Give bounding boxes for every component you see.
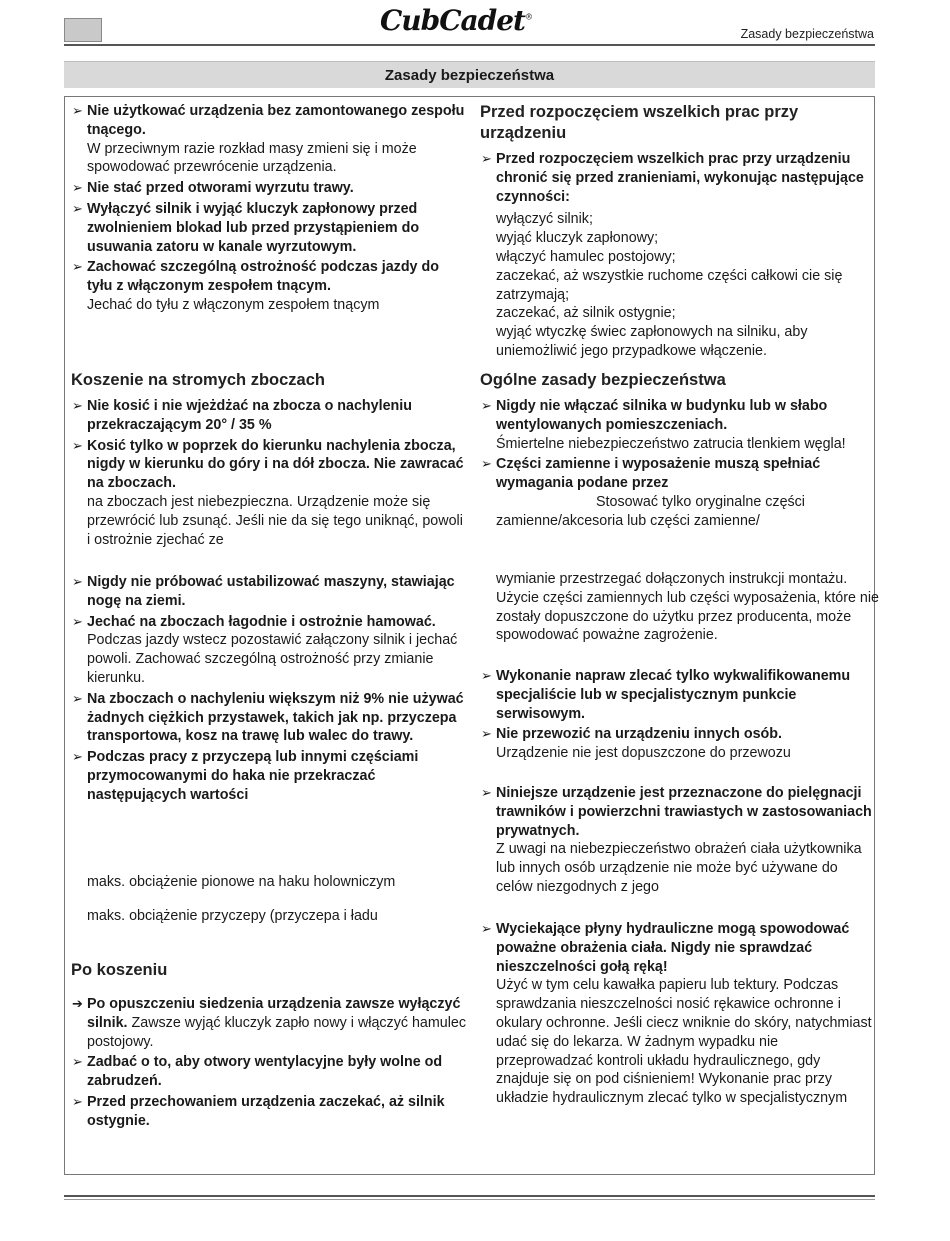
list-item: ➢ Przed przechowaniem urządzenia zaczekać, aż silnik ostygnie.: [72, 1093, 445, 1129]
bold-arrow-icon: ➔: [72, 996, 83, 1011]
list-item: ➢ Części zamienne i wyposażenie muszą spełniać wymagania podane przez Stosować tylko oryginalne części zamienne/akcesoria lub części zamienne/: [481, 456, 821, 529]
arrow-icon: ➢: [72, 103, 83, 118]
list-item: ➢ Zadbać o to, aby otwory wentylacyjne były wolne od zabrudzeń.: [72, 1054, 443, 1090]
list-item: ➢ Nie kosić i nie wjeżdżać na zbocza o nachyleniu przekraczającym 20° / 35 %: [72, 398, 412, 433]
step-item: wyjąć wtyczkę świec zapłonowych na silniku, aby uniemożliwić jego przypadkowe włączenie.: [496, 324, 808, 359]
list-item: ➢ Wyłączyć silnik i wyjąć kluczyk zapłonowy przed zwolnieniem blokad lub przed przystąpieniem do usuwania zatoru w kanale wyrzutowym.: [72, 200, 420, 255]
left-rules-3: [71, 573, 466, 807]
steep-slopes-heading: Koszenie na stromych zboczach: [71, 371, 325, 389]
content-frame: [64, 96, 880, 1175]
step-item: zaczekać, aż wszystkie ruchome części całkowi cie się zatrzymają;: [496, 267, 843, 303]
list-item: ➢ Nigdy nie włączać silnika w budynku lub w słabo wentylowanych pomieszczeniach. Śmiertelne niebezpieczeństwo zatrucia tlenkiem węgla!: [481, 398, 846, 452]
list-item: ➢ Wyciekające płyny hydrauliczne mogą spowodować poważne obrażenia ciała. Nigdy nie sprawdzać nieszczelności gołą ręką! Użyć w tym celu kawałka papieru lub tektury. Podczas sprawdzania nieszczelności nosić rękawice ochronne i okulary ochronne. Jeśli ciecz wniknie do skóry, natychmiast udać się do lekarza. W żadnym wypadku nie przeprowadzać kontroli układu hydraulicznego, gdy znajduje się on pod ciśnieniem! Wykonanie prac przy układzie hydraulicznym zlecać tylko w specjalistycznym: [481, 921, 872, 1107]
arrow-icon: ➢: [72, 259, 83, 275]
arrow-icon: ➢: [481, 726, 492, 742]
list-item: ➢ Podczas pracy z przyczepą lub innymi częściami przymocowanymi do haka nie przekraczać następujących wartości: [72, 749, 419, 803]
list-item: ➢ Zachować szczególną ostrożność podczas jazdy do tyłu z włączonym zespołem tnącym. Jechać do tyłu z włączonym zespołem tnącym: [72, 259, 439, 313]
step-item: wyłączyć silnik;: [496, 211, 593, 228]
list-item: ➢ Nie przewozić na urządzeniu innych osób. Urządzenie nie jest dopuszczone do przewozu: [481, 726, 791, 762]
page-corner-tab: [64, 18, 102, 42]
before-work-heading: Przed rozpoczęciem wszelkich prac przy urządzeniu: [480, 103, 799, 142]
arrow-icon: ➢: [72, 690, 83, 706]
arrow-icon: ➢: [72, 613, 83, 629]
list-item: ➢ Nie użytkować urządzenia bez zamontowanego zespołu tnącego. W przeciwnym razie rozkład masy zmieni się i może spowodować przewrócenie urządzenia.: [72, 103, 465, 176]
arrow-icon: ➢: [72, 180, 83, 196]
running-header: Zasady bezpieczeństwa: [740, 27, 874, 41]
footer-divider-thin: [64, 1199, 875, 1200]
right-rules-5: [480, 920, 875, 1110]
list-item: ➢ Niniejsze urządzenie jest przeznaczone do pielęgnacji trawników i powierzchni trawiastych w zastosowaniach prywatnych. Z uwagi na niebezpieczeństwo obrażeń ciała użytkownika lub innych osób urządzenie nie może być używane do celów niezgodnych z jego: [481, 785, 872, 895]
arrow-icon: ➢: [481, 668, 492, 683]
list-item: ➢ Jechać na zboczach łagodnie i ostrożnie hamować. Podczas jazdy wstecz pozostawić załączony silnik i jechać powoli. Zachować szczególną ostrożność przy zmianie kierunku.: [72, 613, 458, 686]
step-item: wyjąć kluczyk zapłonowy;: [496, 230, 659, 247]
step-item: włączyć hamulec postojowy;: [496, 248, 676, 265]
left-rules-4: [71, 960, 466, 1133]
after-mowing-heading: Po koszeniu: [71, 961, 168, 979]
list-item: ➢ Nigdy nie próbować ustabilizować maszyny, stawiając nogę na ziemi.: [72, 574, 455, 609]
arrow-icon: ➢: [481, 456, 492, 472]
list-item: ➢ Na zboczach o nachyleniu większym niż 9% nie używać żadnych ciężkich przystawek, takich jak np. przyczepa transportowa, kosz na trawę lub walec do trawy.: [72, 690, 464, 745]
footer-divider: [64, 1195, 875, 1197]
list-item: ➢ Przed rozpoczęciem wszelkich prac przy urządzeniu chronić się przed zranieniami, wykonując następujące czynności:: [481, 151, 864, 205]
general-safety-heading: Ogólne zasady bezpieczeństwa: [480, 371, 726, 389]
right-rules-2: [480, 370, 875, 533]
arrow-icon: ➢: [72, 398, 83, 413]
arrow-icon: ➢: [481, 398, 492, 413]
arrow-icon: ➢: [481, 785, 492, 800]
right-rules-3: [480, 667, 875, 765]
spare-parts-text: wymianie przestrzegać dołączonych instrukcji montażu. Użycie części zamiennych lub części wyposażenia, które nie zostały dopuszczone do użytku przez producenta, może spowodować poważne zagrożenie.: [496, 571, 880, 644]
left-rules-1: [71, 102, 466, 317]
arrow-icon: ➢: [72, 200, 83, 216]
header-divider: [64, 44, 875, 46]
arrow-icon: ➢: [481, 921, 492, 936]
section-banner: Zasady bezpieczeństwa: [64, 61, 875, 88]
list-item: ➢ Nie stać przed otworami wyrzutu trawy.: [72, 180, 354, 197]
right-rules-4: [480, 784, 875, 899]
arrow-icon: ➢: [72, 437, 83, 453]
arrow-icon: ➢: [481, 151, 492, 166]
list-item: ➢ Wykonanie napraw zlecać tylko wykwalifikowanemu specjaliście lub w specjalistycznym punkcie serwisowym.: [481, 668, 851, 722]
right-rules-1: [480, 102, 875, 361]
step-item: zaczekać, aż silnik ostygnie;: [496, 305, 676, 322]
trailer-load-label: maks. obciążenie przyczepy (przyczepa i ładu: [87, 908, 378, 924]
arrow-icon: ➢: [72, 1054, 83, 1070]
arrow-icon: ➢: [72, 574, 83, 589]
vertical-load-label: maks. obciążenie pionowe na haku holowniczym: [87, 874, 396, 890]
list-item: ➢ Kosić tylko w poprzek do kierunku nachylenia zbocza, nigdy w kierunku do góry i na dół zbocza. Nie zawracać na zboczach. na zboczach jest niebezpieczna. Urządzenie może się przewrócić lub zsunąć. Jeśli nie da się tego uniknąć, powoli i ostrożnie zjechać ze: [72, 437, 464, 548]
arrow-icon: ➢: [72, 749, 83, 765]
arrow-icon: ➢: [72, 1093, 83, 1109]
left-rules-2: [71, 370, 466, 551]
list-item: ➔ Po opuszczeniu siedzenia urządzenia zawsze wyłączyć silnik. Zawsze wyjąć kluczyk zapło nowy i włączyć hamulec postojowy.: [72, 996, 467, 1050]
cub-cadet-logo: CubCadet®: [380, 4, 532, 37]
